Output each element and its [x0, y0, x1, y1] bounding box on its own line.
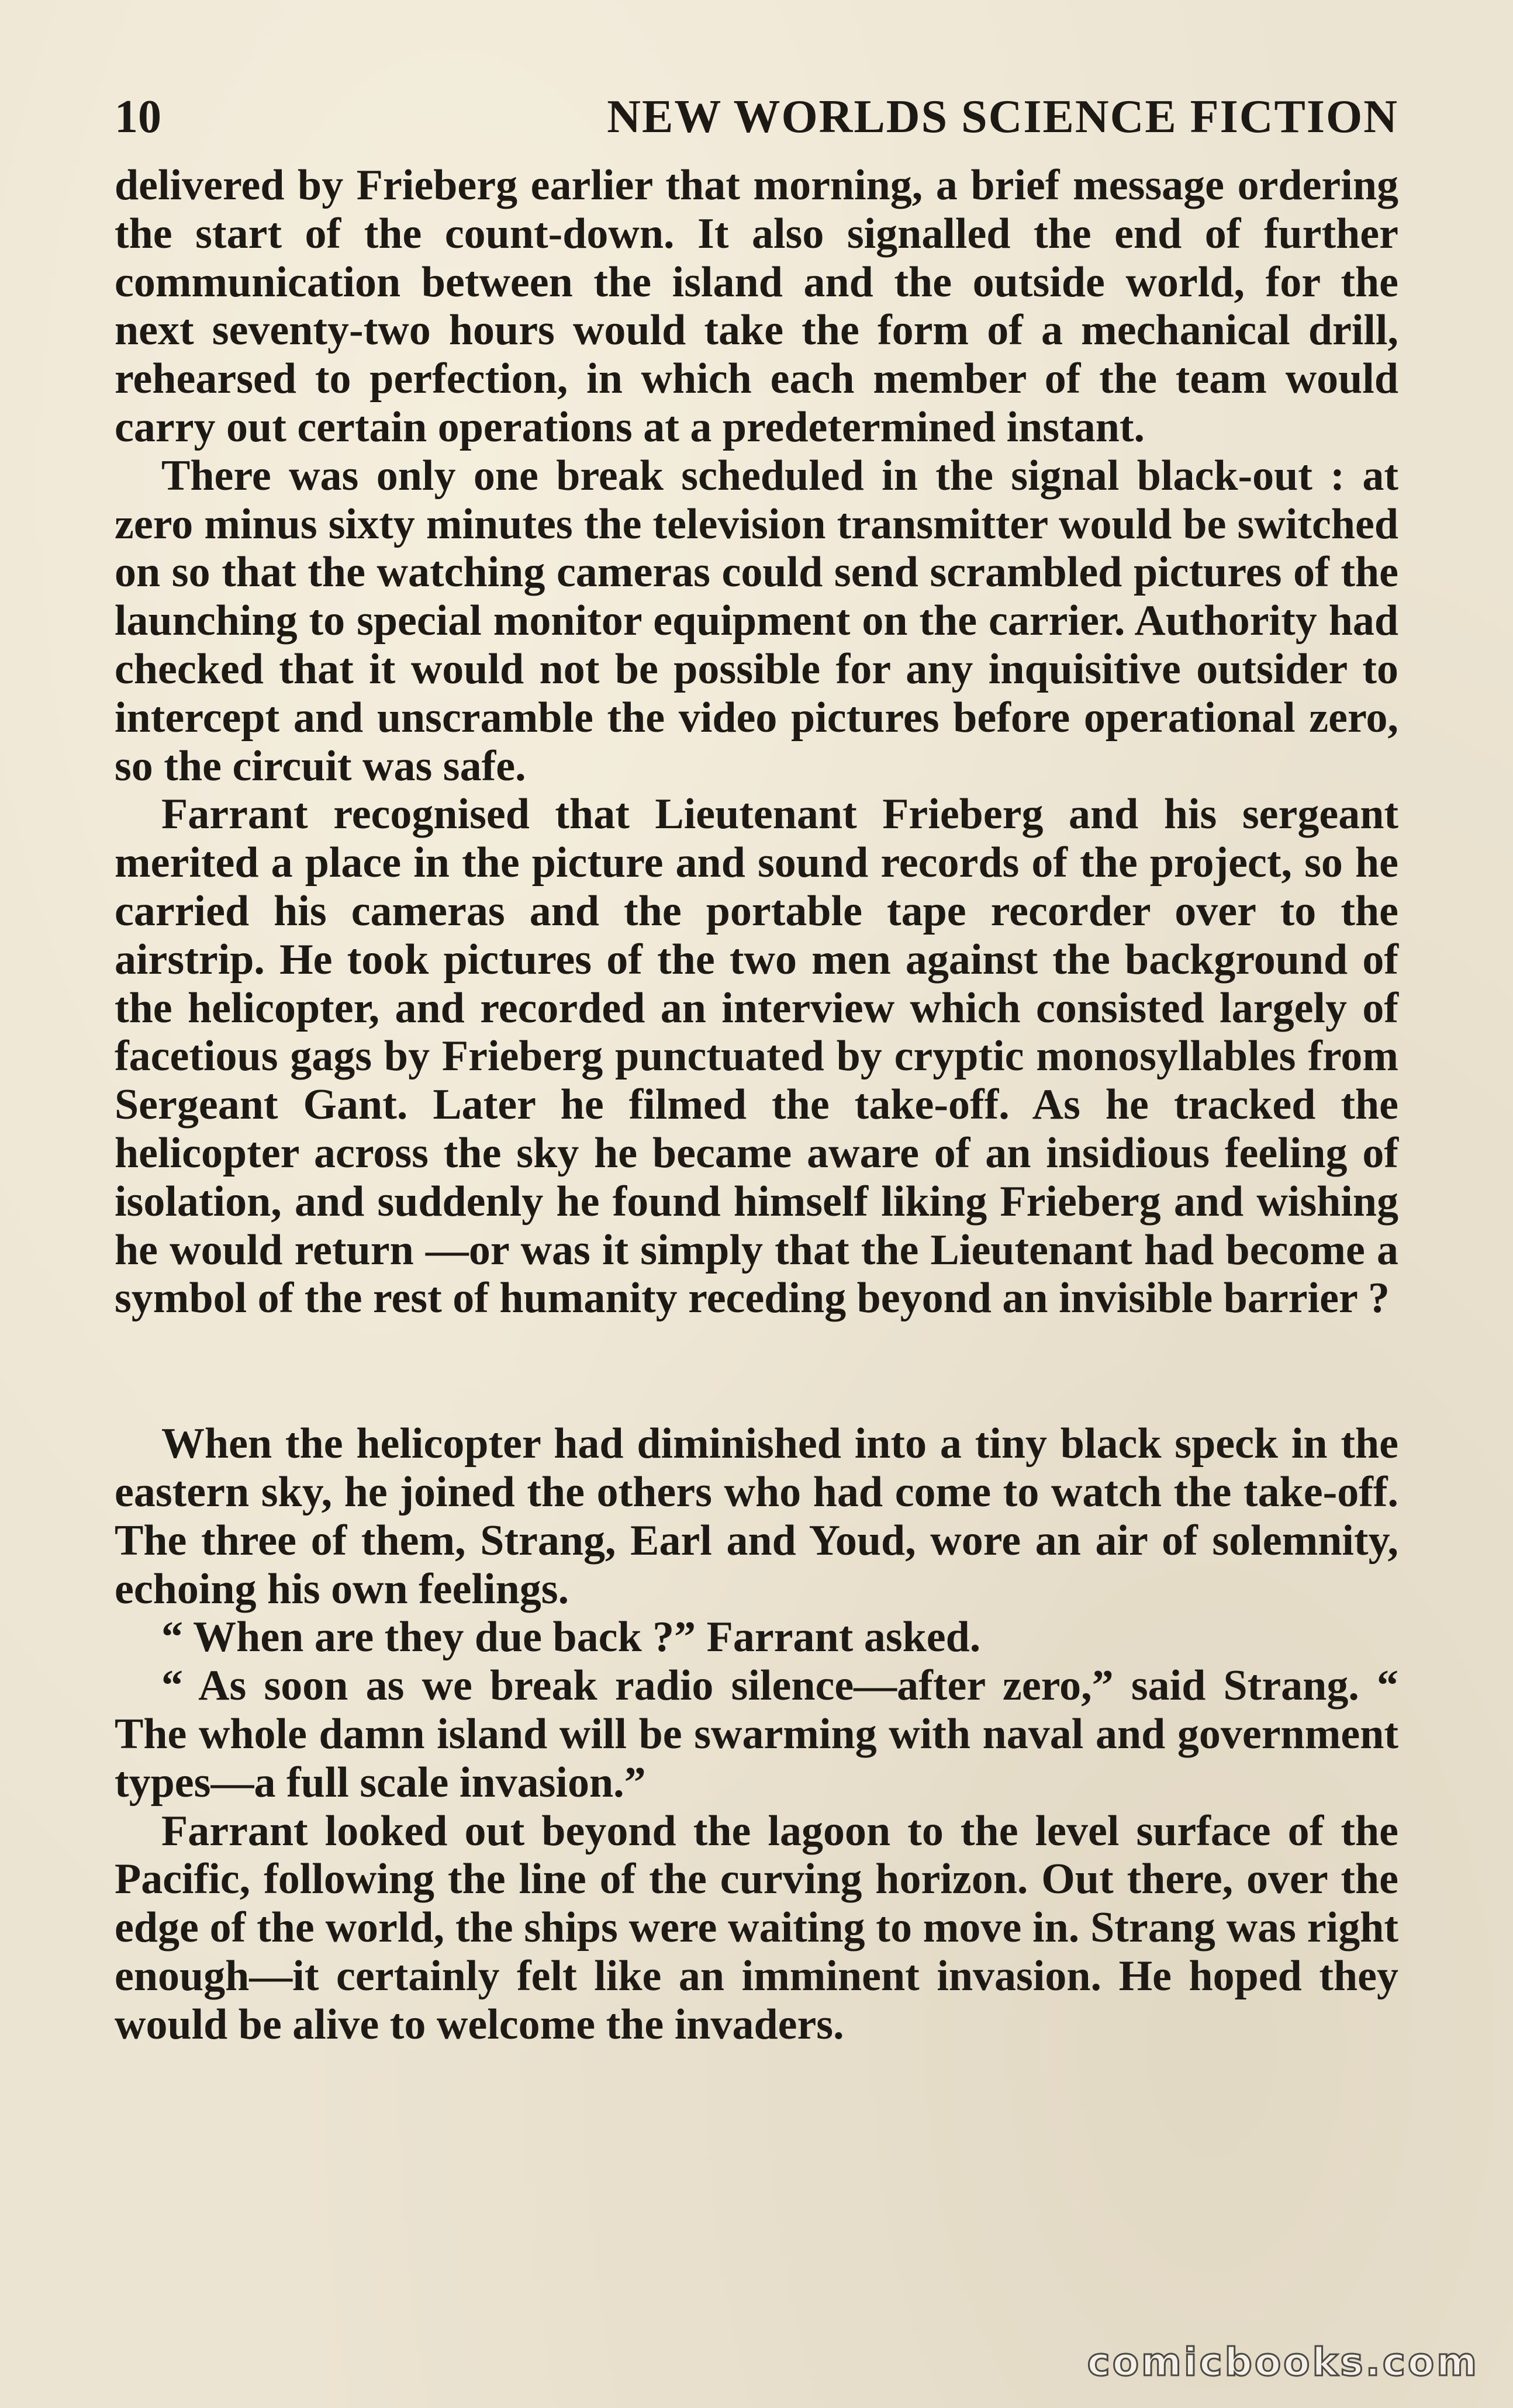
- body-text: [115, 161, 1398, 2049]
- watermark: comicbooks.com: [1087, 2340, 1479, 2385]
- paragraph-dialogue: “ When are they due back ?” Farrant asked.: [161, 1613, 981, 1662]
- paragraph: Farrant recognised that Lieutenant Frieberg and his sergeant merited a place in the picture and sound records of the project, so he carried his cameras and the portable tape recorder over to the airstrip. He took pictures of the two men against the background of the helicopter, and recorded an interview which consisted largely of facetious gags by Frieberg punctuated by cryptic monosyllables from Sergeant Gant. Later he filmed the take-off. As he tracked the helicopter across the sky he became aware of an insidious feeling of isolation, and suddenly he found himself liking Frieberg and wishing he would return —or was it simply that the Lieutenant had become a symbol of the rest of humanity receding beyond an invisible barrier ?: [115, 790, 1398, 1323]
- section-break: [115, 1323, 1398, 1420]
- page-number: 10: [115, 91, 161, 143]
- paragraph-continued: delivered by Frieberg earlier that morning, a brief message ordering the start of the count-down. It also signalled the end of further communication between the island and the outside world, for the next seventy-two hours would take the form of a mechanical drill, rehearsed to perfection, in which each member of the team would carry out certain operations at a predetermined instant.: [115, 161, 1398, 451]
- paragraph-dialogue: “ As soon as we break radio silence—after zero,” said Strang. “ The whole damn island will be swarming with naval and government types—a full scale invasion.”: [115, 1662, 1398, 1807]
- paragraph: There was only one break scheduled in the signal black-out : at zero minus sixty minutes the television transmitter would be switched on so that the watching cameras could send scrambled pictures of the launching to special monitor equipment on the carrier. Authority had checked that it would not be possible for any inquisitive outsider to intercept and unscramble the video pictures before operational zero, so the circuit was safe.: [115, 451, 1398, 790]
- paragraph: Farrant looked out beyond the lagoon to the level surface of the Pacific, following the line of the curving horizon. Out there, over the edge of the world, the ships were waiting to move in. Strang was right enough—it certainly felt like an imminent invasion. He hoped they would be alive to welcome the invaders.: [115, 1807, 1398, 2049]
- book-page: [115, 88, 1398, 2320]
- paragraph: When the helicopter had diminished into a tiny black speck in the eastern sky, he joined the others who had come to watch the take-off. The three of them, Strang, Earl and Youd, wore an air of solemnity, echoing his own feelings.: [115, 1420, 1398, 1613]
- running-head: [115, 88, 1398, 146]
- running-title: NEW WORLDS SCIENCE FICTION: [607, 91, 1398, 143]
